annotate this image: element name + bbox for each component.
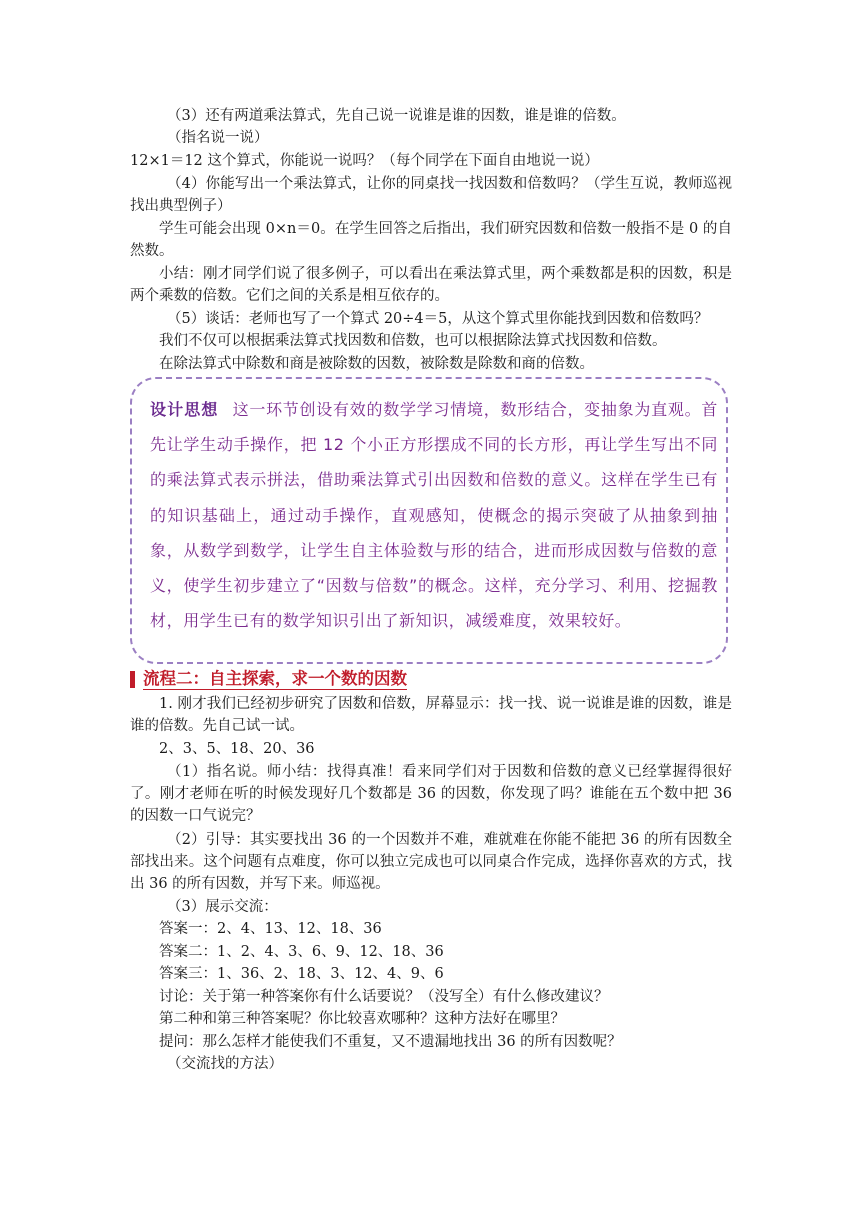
answer-line: 答案三：1、36、2、18、3、12、4、9、6 [159, 966, 444, 982]
section-title: 流程二：自主探索，求一个数的因数 [143, 668, 407, 688]
design-idea-label: 设计思想 [150, 400, 219, 419]
paragraph: 1. 刚才我们已经初步研究了因数和倍数，屏幕显示：找一找、说一说谁是谁的因数，谁是谁的倍数。先自己试一试。 [130, 696, 732, 734]
paragraph: （4）你能写出一个乘法算式，让你的同桌找一找因数和倍数吗？（学生互说，教师巡视找出典型例子） [130, 176, 732, 214]
paragraph: 第二种和第三种答案呢？你比较喜欢哪种？这种方法好在哪里？ [159, 1011, 565, 1027]
paragraph: 在除法算式中除数和商是被除数的因数，被除数是除数和商的倍数。 [159, 356, 594, 372]
paragraph: （3）展示交流： [167, 899, 278, 915]
paragraph: 小结：刚才同学们说了很多例子，可以看出在乘法算式里，两个乘数都是积的因数，积是两个乘数的倍数。它们之间的关系是相互依存的。 [130, 266, 732, 304]
paragraph: （5）谈话：老师也写了一个算式 20÷4＝5，从这个算式里你能找到因数和倍数吗？ [167, 311, 709, 327]
paragraph: 学生可能会出现 0×n＝0。在学生回答之后指出，我们研究因数和倍数一般指不是 0 的自然数。 [130, 221, 732, 259]
paragraph: 12×1＝12 这个算式，你能说一说吗？（每个同学在下面自由地说一说） [130, 153, 599, 169]
paragraph: 提问：那么怎样才能使我们不重复，又不遗漏地找出 36 的所有因数呢？ [159, 1034, 622, 1050]
answer-line: 答案二：1、2、4、3、6、9、12、18、36 [159, 944, 444, 960]
design-idea-text-block [150, 392, 718, 638]
paragraph: 我们不仅可以根据乘法算式找因数和倍数，也可以根据除法算式找因数和倍数。 [159, 333, 667, 349]
paragraph: （2）引导：其实要找出 36 的一个因数并不难，难就难在你能不能把 36 的所有因数全部找出来。这个问题有点难度，你可以独立完成也可以同桌合作完成，选择你喜欢的方式，找出 36 的所有因数，并写下来。师巡视。 [130, 832, 732, 892]
paragraph: （1）指名说。师小结：找得真准！看来同学们对于因数和倍数的意义已经掌握得很好了。刚才老师在听的时候发现好几个数都是 36 的因数，你发现了吗？谁能在五个数中把 36 的因数一口气说完？ [130, 764, 732, 824]
section-heading [130, 668, 407, 690]
design-idea-text: 这一环节创设有效的数学学习情境，数形结合，变抽象为直观。首先让学生动手操作，把 12 个小正方形摆成不同的长方形，再让学生写出不同的乘法算式表示拼法，借助乘法算式引出因数和倍数的意义。这样在学生已有的知识基础上，通过动手操作，直观感知，使概念的揭示突破了从抽象到抽象，从数学到数学，让学生自主体验数与形的结合，进而形成因数与倍数的意义，使学生初步建立了“因数与倍数”的概念。这样，充分学习、利用、挖掘教材，用学生已有的数学知识引出了新知识，减缓难度，效果较好。 [150, 400, 718, 631]
section-marker-icon [130, 671, 135, 688]
paragraph: 讨论：关于第一种答案你有什么话要说？（没写全）有什么修改建议？ [159, 989, 609, 1005]
paragraph: 2、3、5、18、20、36 [159, 741, 315, 757]
answer-line: 答案一：2、4、13、12、18、36 [159, 921, 382, 937]
paragraph: （交流找的方法） [167, 1056, 283, 1072]
paragraph: （3）还有两道乘法算式，先自己说一说谁是谁的因数，谁是谁的倍数。 [167, 108, 626, 124]
paragraph: （指名说一说） [167, 130, 269, 146]
